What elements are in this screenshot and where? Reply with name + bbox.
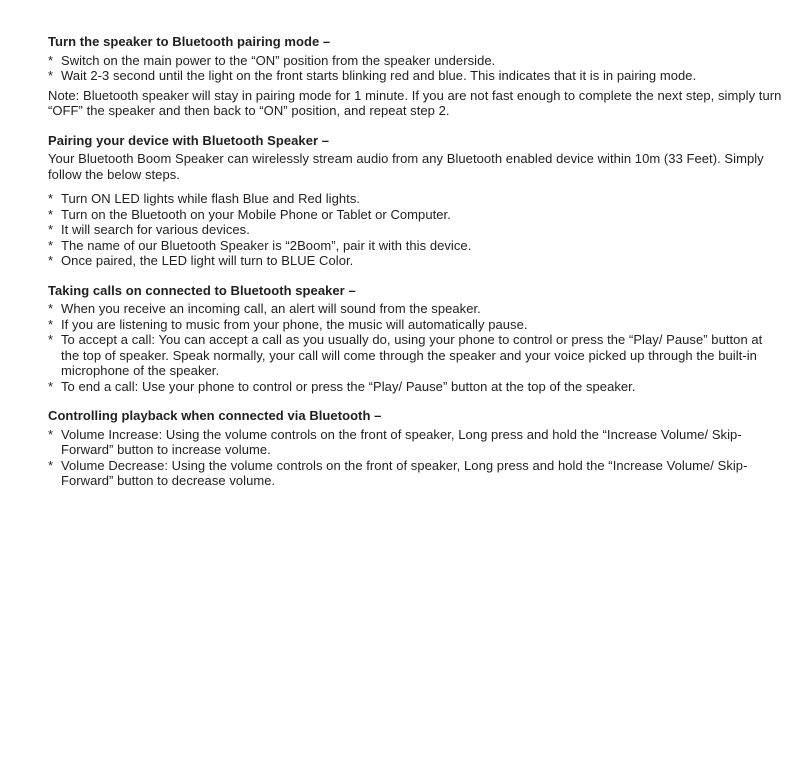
- list-item-text: Once paired, the LED light will turn to BLUE Color.: [61, 253, 354, 268]
- list-item-text: The name of our Bluetooth Speaker is “2Boom”, pair it with this device.: [61, 237, 472, 253]
- section-heading: Turn the speaker to Bluetooth pairing mode –: [48, 34, 331, 49]
- list-item-text: If you are listening to music from your phone, the music will automatically pause.: [61, 316, 528, 332]
- list-item: [48, 332, 783, 379]
- bullet-marker: *: [48, 457, 54, 473]
- bullet-marker: *: [48, 237, 54, 253]
- bullet-marker: *: [48, 301, 54, 316]
- bullet-marker: *: [48, 206, 54, 222]
- bullet-list: [48, 301, 783, 394]
- manual-page: [48, 34, 783, 489]
- list-item-text: Volume Increase: Using the volume controls on the front of speaker, Long press and hold the “Increase Volume/ Skip-Forward” button to increase volume.: [61, 426, 742, 457]
- list-item: [48, 207, 783, 223]
- bullet-marker: *: [48, 426, 54, 442]
- list-item: [48, 53, 783, 69]
- section-playback: [48, 408, 783, 489]
- bullet-marker: *: [48, 378, 54, 394]
- list-item: [48, 427, 783, 458]
- section-pairing-device: [48, 133, 783, 269]
- bullet-list: [48, 191, 783, 269]
- section-heading: Controlling playback when connected via Bluetooth –: [48, 408, 382, 423]
- list-item: [48, 458, 783, 489]
- list-item: [48, 191, 783, 207]
- bullet-marker: *: [48, 52, 54, 68]
- list-item: [48, 253, 783, 269]
- list-item-text: To accept a call: You can accept a call as you usually do, using your phone to control or press the “Play/ Pause” button at the top of speaker. Speak normally, your call will come through the speaker and your voice picked up through the built-in microphone of the speaker.: [61, 332, 763, 378]
- list-item: [48, 68, 783, 84]
- list-item-text: Turn on the Bluetooth on your Mobile Phone or Tablet or Computer.: [61, 206, 451, 222]
- list-item: [48, 301, 783, 317]
- list-item: [48, 317, 783, 333]
- bullet-marker: *: [48, 332, 54, 347]
- bullet-marker: *: [48, 68, 54, 83]
- list-item-text: Wait 2-3 second until the light on the front starts blinking red and blue. This indicates that it is in pairing mode.: [61, 68, 697, 83]
- bullet-list: [48, 53, 783, 84]
- section-heading: Pairing your device with Bluetooth Speaker –: [48, 132, 330, 148]
- list-item: [48, 379, 783, 395]
- list-item-text: Volume Decrease: Using the volume controls on the front of speaker, Long press and hold the “Increase Volume/ Skip-Forward” button to decrease volume.: [61, 457, 748, 488]
- bullet-list: [48, 427, 783, 489]
- bullet-marker: *: [48, 222, 54, 237]
- list-item: [48, 238, 783, 254]
- intro-paragraph: Your Bluetooth Boom Speaker can wirelessly stream audio from any Bluetooth enabled device within 10m (33 Feet). Simply follow the below steps.: [48, 151, 764, 182]
- bullet-marker: *: [48, 191, 54, 206]
- note-paragraph: Note: Bluetooth speaker will stay in pairing mode for 1 minute. If you are not fast enough to complete the next step, simply turn “OFF” the speaker and then back to “ON” position, and repeat step 2.: [48, 87, 782, 118]
- list-item-text: To end a call: Use your phone to control or press the “Play/ Pause” button at the top of the speaker.: [61, 378, 636, 394]
- section-pairing-mode: [48, 34, 783, 119]
- list-item-text: It will search for various devices.: [61, 222, 250, 237]
- list-item-text: When you receive an incoming call, an alert will sound from the speaker.: [61, 301, 481, 316]
- list-item: [48, 222, 783, 238]
- list-item-text: Switch on the main power to the “ON” position from the speaker underside.: [61, 52, 496, 68]
- section-taking-calls: [48, 283, 783, 395]
- list-item-text: Turn ON LED lights while flash Blue and Red lights.: [61, 191, 361, 206]
- bullet-marker: *: [48, 253, 54, 268]
- section-heading: Taking calls on connected to Bluetooth speaker –: [48, 282, 356, 298]
- bullet-marker: *: [48, 316, 54, 332]
